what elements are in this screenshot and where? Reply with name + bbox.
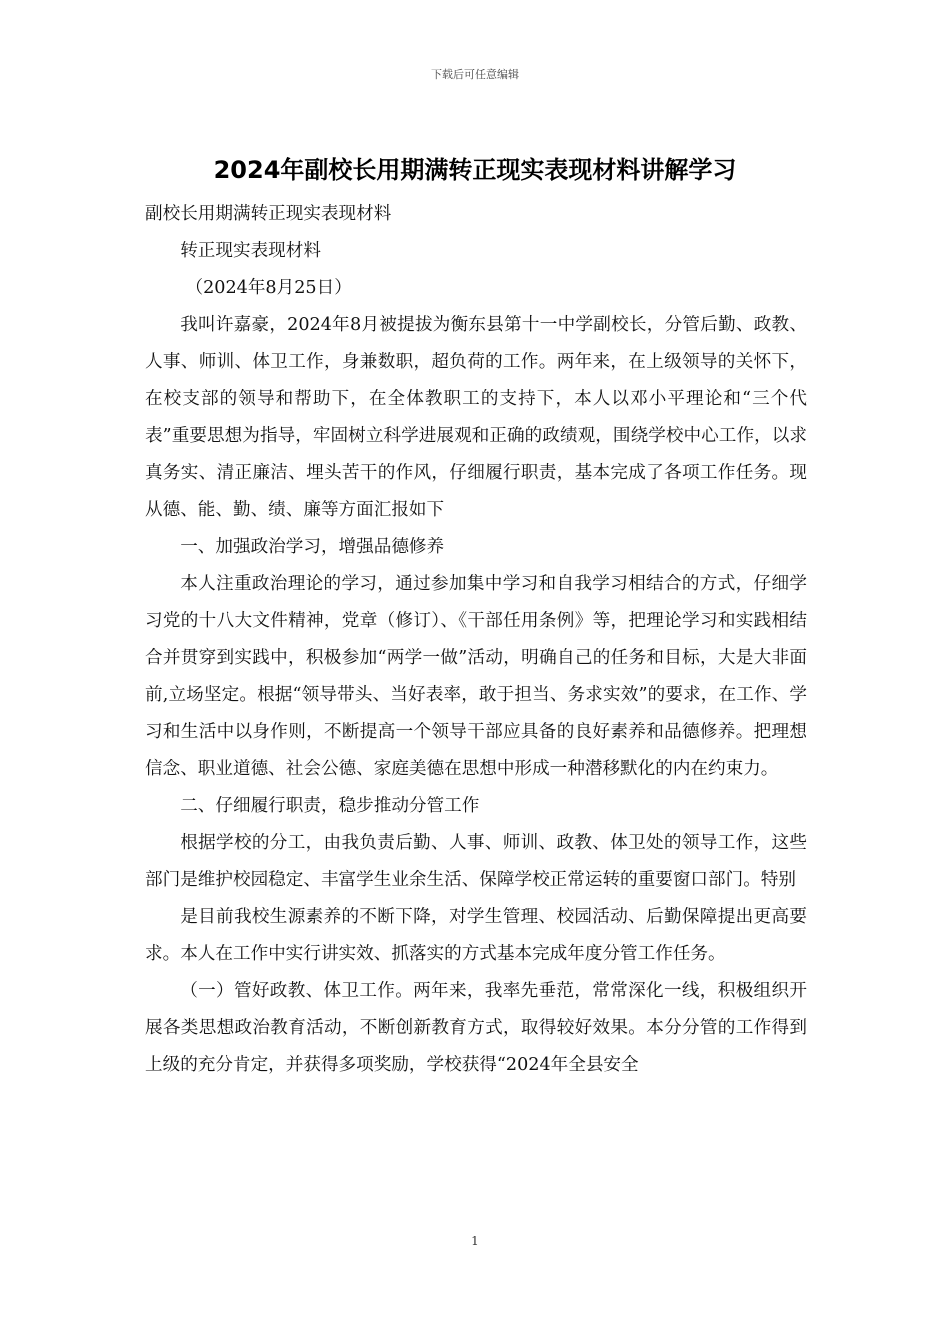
paragraph-subtitle: 副校长用期满转正现实表现材料 <box>145 204 392 224</box>
document-body <box>145 196 807 1084</box>
document-title: 2024年副校长用期满转正现实表现材料讲解学习 <box>213 156 737 184</box>
paragraph-intro: 我叫许嘉豪，2024年8月被提拔为衡东县第十一中学副校长，分管后勤、政教、人事、师训、体卫工作，身兼数职，超负荷的工作。两年来，在上级领导的关怀下，在校支部的领导和帮助下，在全体教职工的支持下，本人以邓小平理论和“三个代表”重要思想为指导，牢固树立科学进展观和正确的政绩观，围绕学校中心工作，以求真务实、清正廉洁、埋头苦干的作风，仔细履行职责，基本完成了各项工作任务。现从德、能、勤、绩、廉等方面汇报如下 <box>145 315 807 520</box>
paragraph-subsection-1: （一）管好政教、体卫工作。两年来，我率先垂范，常常深化一线，积极组织开展各类思想政治教育活动，不断创新教育方式，取得较好效果。本分分管的工作得到上级的充分肯定，并获得多项奖励，学校获得“2024年全县安全 <box>145 981 807 1075</box>
section-heading-2: 二、仔细履行职责，稳步推动分管工作 <box>180 796 480 816</box>
paragraph-date: （2024年8月25日） <box>185 278 352 298</box>
paragraph-section-1: 本人注重政治理论的学习，通过参加集中学习和自我学习相结合的方式，仔细学习党的十八大文件精神，党章（修订）、《干部任用条例》等，把理论学习和实践相结合并贯穿到实践中，积极参加“两学一做”活动，明确自己的任务和目标，大是大非面前,立场坚定。根据“领导带头、当好表率，敢于担当、务求实效”的要求，在工作、学习和生活中以身作则，不断提高一个领导干部应具备的良好素养和品德修养。把理想信念、职业道德、社会公德、家庭美德在思想中形成一种潜移默化的内在约束力。 <box>145 574 807 779</box>
section-heading-1: 一、加强政治学习，增强品德修养 <box>180 537 445 557</box>
page-number: 1 <box>471 1234 479 1248</box>
paragraph-section-2a: 根据学校的分工，由我负责后勤、人事、师训、政教、体卫处的领导工作，这些部门是维护校园稳定、丰富学生业余生活、保障学校正常运转的重要窗口部门。特别 <box>145 833 807 890</box>
header-note: 下载后可任意编辑 <box>431 68 519 81</box>
paragraph-heading: 转正现实表现材料 <box>180 241 321 261</box>
paragraph-section-2b: 是目前我校生源素养的不断下降，对学生管理、校园活动、后勤保障提出更高要求。本人在工作中实行讲实效、抓落实的方式基本完成年度分管工作任务。 <box>145 907 807 964</box>
